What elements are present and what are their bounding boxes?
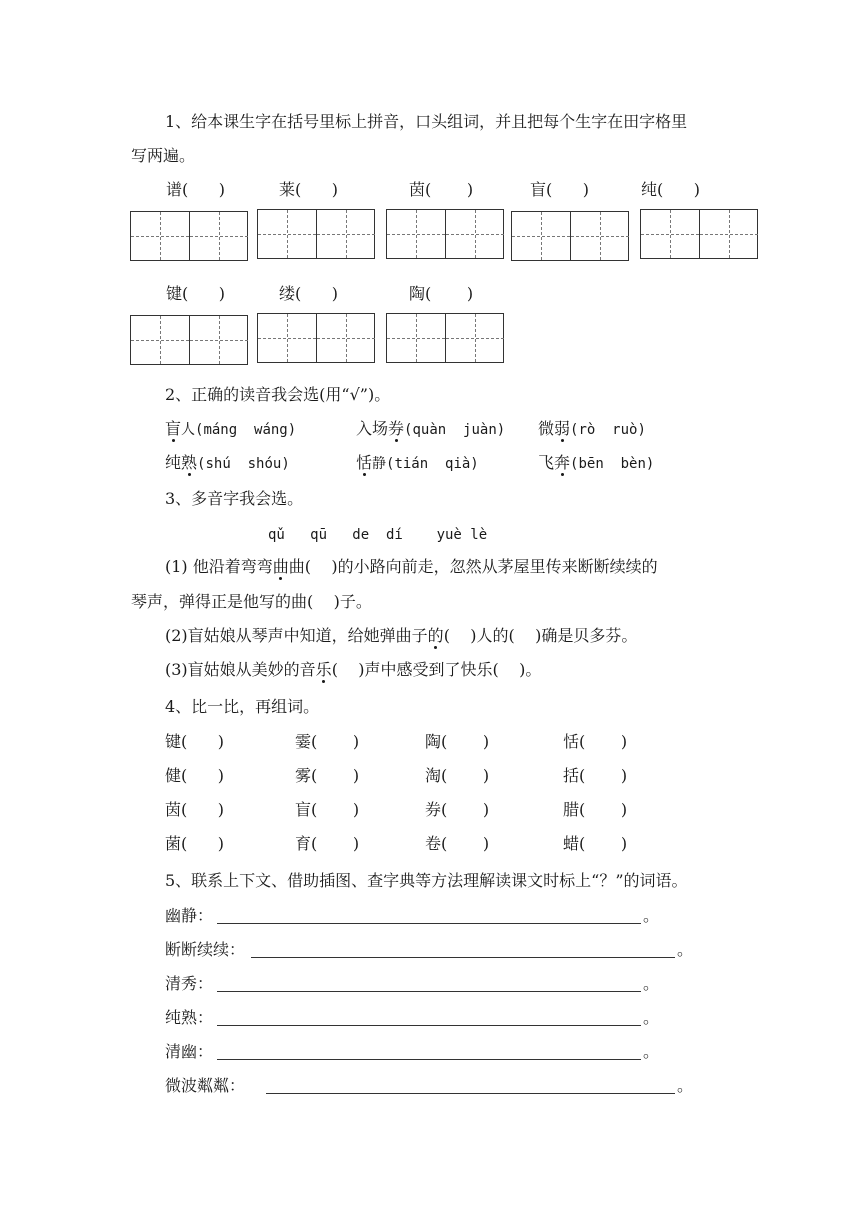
q1-char-8: 陶( ) [409, 284, 474, 303]
q2-item-1[interactable]: 盲人(máng wáng) [165, 419, 297, 438]
q4-cell: 健( ) [165, 766, 225, 785]
tianzi-grid[interactable] [257, 313, 375, 363]
q5-label-3: 清秀： [165, 974, 214, 993]
q4-cell: 菌( ) [165, 834, 225, 853]
q4-cell: 育( ) [295, 834, 360, 853]
q5-label-5: 清幽： [165, 1042, 214, 1061]
answer-line[interactable] [251, 957, 675, 958]
q1-char-5: 纯( ) [641, 180, 701, 199]
q4-cell: 盲( ) [295, 800, 360, 819]
tianzi-grid[interactable] [130, 315, 248, 365]
tianzi-grid[interactable] [511, 211, 629, 261]
q1-char-7: 缕( ) [279, 284, 339, 303]
q3-sentence-2: (2)盲姑娘从琴声中知道，给她弹曲子的( )人的( )确是贝多芬。 [165, 626, 638, 645]
q5-period: 。 [643, 1008, 660, 1027]
q5-title: 5、联系上下文、借助插图、查字典等方法理解读课文时标上“？”的词语。 [165, 871, 688, 890]
q4-cell: 蜡( ) [563, 834, 628, 853]
q5-period: 。 [643, 974, 660, 993]
tianzi-grid[interactable] [130, 211, 248, 261]
answer-line[interactable] [217, 1059, 641, 1060]
q3-sentence-1: (1) 他沿着弯弯曲曲( )的小路向前走，忽然从茅屋里传来断断续续的 [165, 557, 658, 576]
q3-sentence-3: (3)盲姑娘从美妙的音乐( )声中感受到了快乐( )。 [165, 660, 542, 679]
q3-title: 3、多音字我会选。 [165, 489, 304, 508]
q2-title: 2、正确的读音我会选(用“√”)。 [165, 385, 391, 404]
q4-cell: 腊( ) [563, 800, 628, 819]
q3-pinyin-options: qǔ qū de dí yuè lè [268, 527, 488, 543]
q1-char-6: 键( ) [166, 284, 226, 303]
tianzi-grid[interactable] [386, 313, 504, 363]
q4-cell: 括( ) [563, 766, 628, 785]
q1-char-3: 茵( ) [409, 180, 474, 199]
q4-cell: 雾( ) [295, 766, 360, 785]
q4-cell: 键( ) [165, 732, 225, 751]
q2-item-4[interactable]: 纯熟(shú shóu) [165, 453, 290, 472]
q4-cell: 淘( ) [425, 766, 490, 785]
q4-cell: 茵( ) [165, 800, 225, 819]
q5-label-6: 微波粼粼： [165, 1076, 246, 1095]
q4-cell: 卷( ) [425, 834, 490, 853]
q5-period: 。 [643, 906, 660, 925]
q2-item-6[interactable]: 飞奔(bēn bèn) [538, 453, 655, 472]
answer-line[interactable] [217, 991, 641, 992]
answer-line[interactable] [266, 1093, 675, 1094]
q2-item-3[interactable]: 微弱(rò ruò) [538, 419, 646, 438]
q3-sentence-1-cont: 琴声，弹得正是他写的曲( )子。 [131, 592, 372, 611]
q2-item-5[interactable]: 恬静(tián qià) [356, 453, 479, 472]
q4-cell: 券( ) [425, 800, 490, 819]
q1-char-4: 盲( ) [530, 180, 590, 199]
q4-cell: 霎( ) [295, 732, 360, 751]
q5-period: 。 [643, 1042, 660, 1061]
tianzi-grid[interactable] [640, 209, 758, 259]
q1-title-line1: 1、给本课生字在括号里标上拼音，口头组词，并且把每个生字在田字格里 [165, 112, 688, 131]
q4-title: 4、比一比，再组词。 [165, 697, 320, 716]
tianzi-grid[interactable] [257, 209, 375, 259]
answer-line[interactable] [217, 923, 641, 924]
q4-cell: 恬( ) [563, 732, 628, 751]
q5-label-2: 断断续续： [165, 940, 246, 959]
q1-title-line2: 写两遍。 [131, 146, 196, 165]
q5-label-1: 幽静： [165, 906, 214, 925]
q5-period: 。 [677, 1076, 694, 1095]
q2-item-2[interactable]: 入场券(quàn juàn) [356, 419, 506, 438]
q4-cell: 陶( ) [425, 732, 490, 751]
q1-char-1: 谱( ) [166, 180, 226, 199]
tianzi-grid[interactable] [386, 209, 504, 259]
q5-label-4: 纯熟： [165, 1008, 214, 1027]
q5-period: 。 [677, 940, 694, 959]
answer-line[interactable] [217, 1025, 641, 1026]
q1-char-2: 莱( ) [279, 180, 339, 199]
